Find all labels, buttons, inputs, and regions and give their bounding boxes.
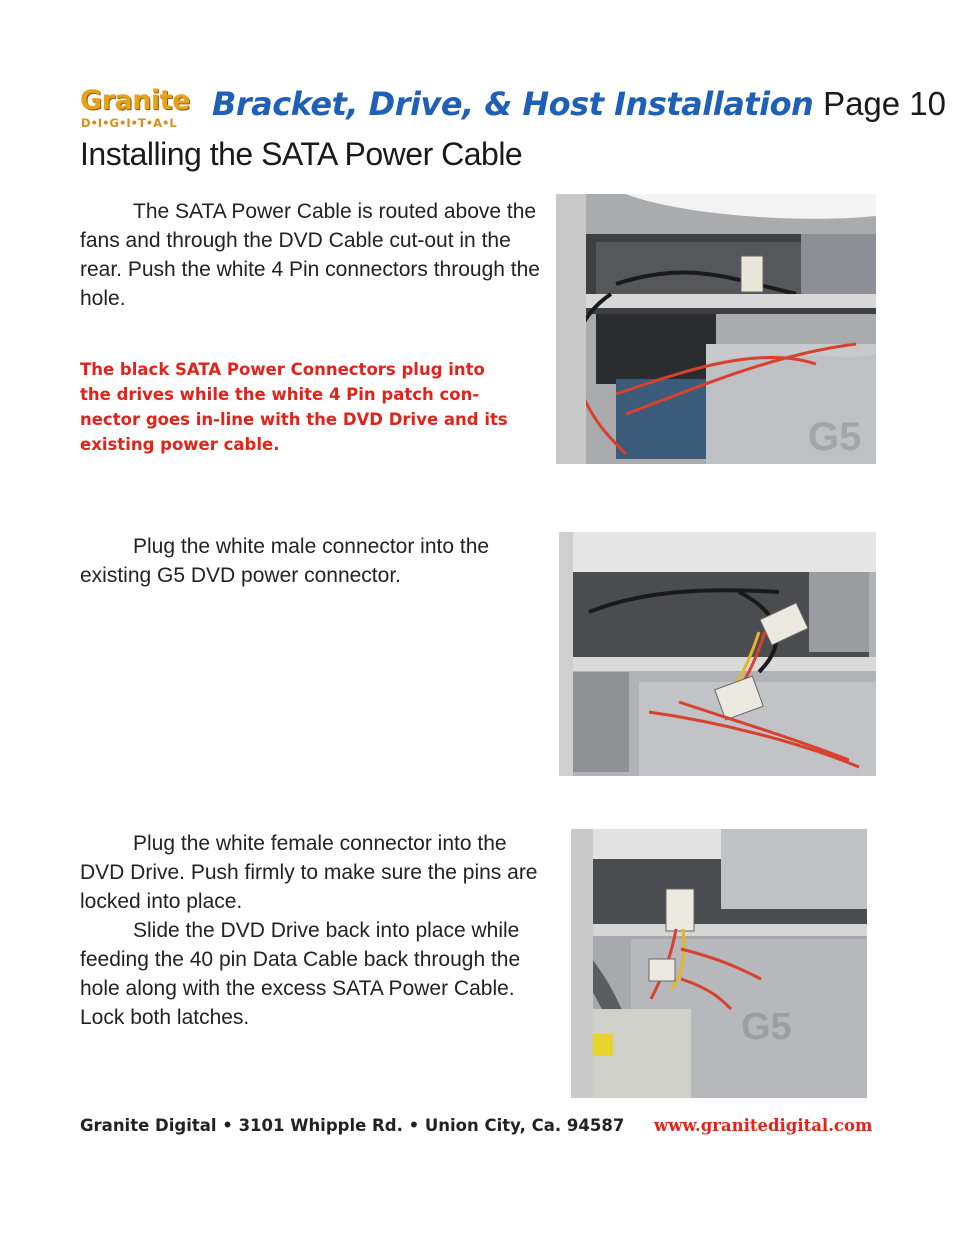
- photo-dvd-drive-connection: [571, 829, 867, 1098]
- photo-dvd-drive-connection-graphic: [571, 829, 867, 1098]
- logo-subtitle: D•I•G•I•T•A•L: [81, 116, 177, 130]
- section-heading: Installing the SATA Power Cable: [80, 136, 523, 172]
- section2-text-block: [80, 532, 550, 590]
- warning-note: The black SATA Power Connectors plug into the drives while the white 4 Pin patch con-nector goes in-line with the DVD Drive and its existing power cable.: [80, 360, 508, 454]
- section1-text-block: [80, 197, 540, 313]
- section3-text-block: [80, 829, 550, 1032]
- logo-wordmark: Granite: [80, 85, 190, 116]
- page-number: Page 10: [823, 85, 947, 122]
- section3-paragraph-1: Plug the white female connector into the DVD Drive. Push firmly to make sure the pins are locked into place.: [80, 832, 538, 913]
- photo3-g5-label: G5: [741, 1006, 792, 1048]
- photo-sata-cable-routing: [556, 194, 876, 464]
- page-header: [212, 82, 946, 126]
- photo-dvd-power-connector: [559, 532, 876, 776]
- footer-address: Granite Digital • 3101 Whipple Rd. • Union City, Ca. 94587: [80, 1116, 625, 1135]
- section1-paragraph: The SATA Power Cable is routed above the fans and through the DVD Cable cut-out in the rear. Push the white 4 Pin connectors through the hole.: [80, 200, 540, 310]
- photo1-g5-label: G5: [808, 415, 862, 459]
- section3-paragraph-2: Slide the DVD Drive back into place while feeding the 40 pin Data Cable back through the hole along with the excess SATA Power Cable. Lock both latches.: [80, 919, 521, 1029]
- section2-paragraph: Plug the white male connector into the existing G5 DVD power connector.: [80, 535, 490, 587]
- granite-digital-logo: [80, 86, 194, 132]
- photo-sata-cable-routing-graphic: [556, 194, 876, 464]
- photo-dvd-power-connector-graphic: [559, 532, 876, 776]
- page-title: Bracket, Drive, & Host Installation: [212, 85, 814, 123]
- footer-website-link[interactable]: www.granitedigital.com: [654, 1116, 873, 1135]
